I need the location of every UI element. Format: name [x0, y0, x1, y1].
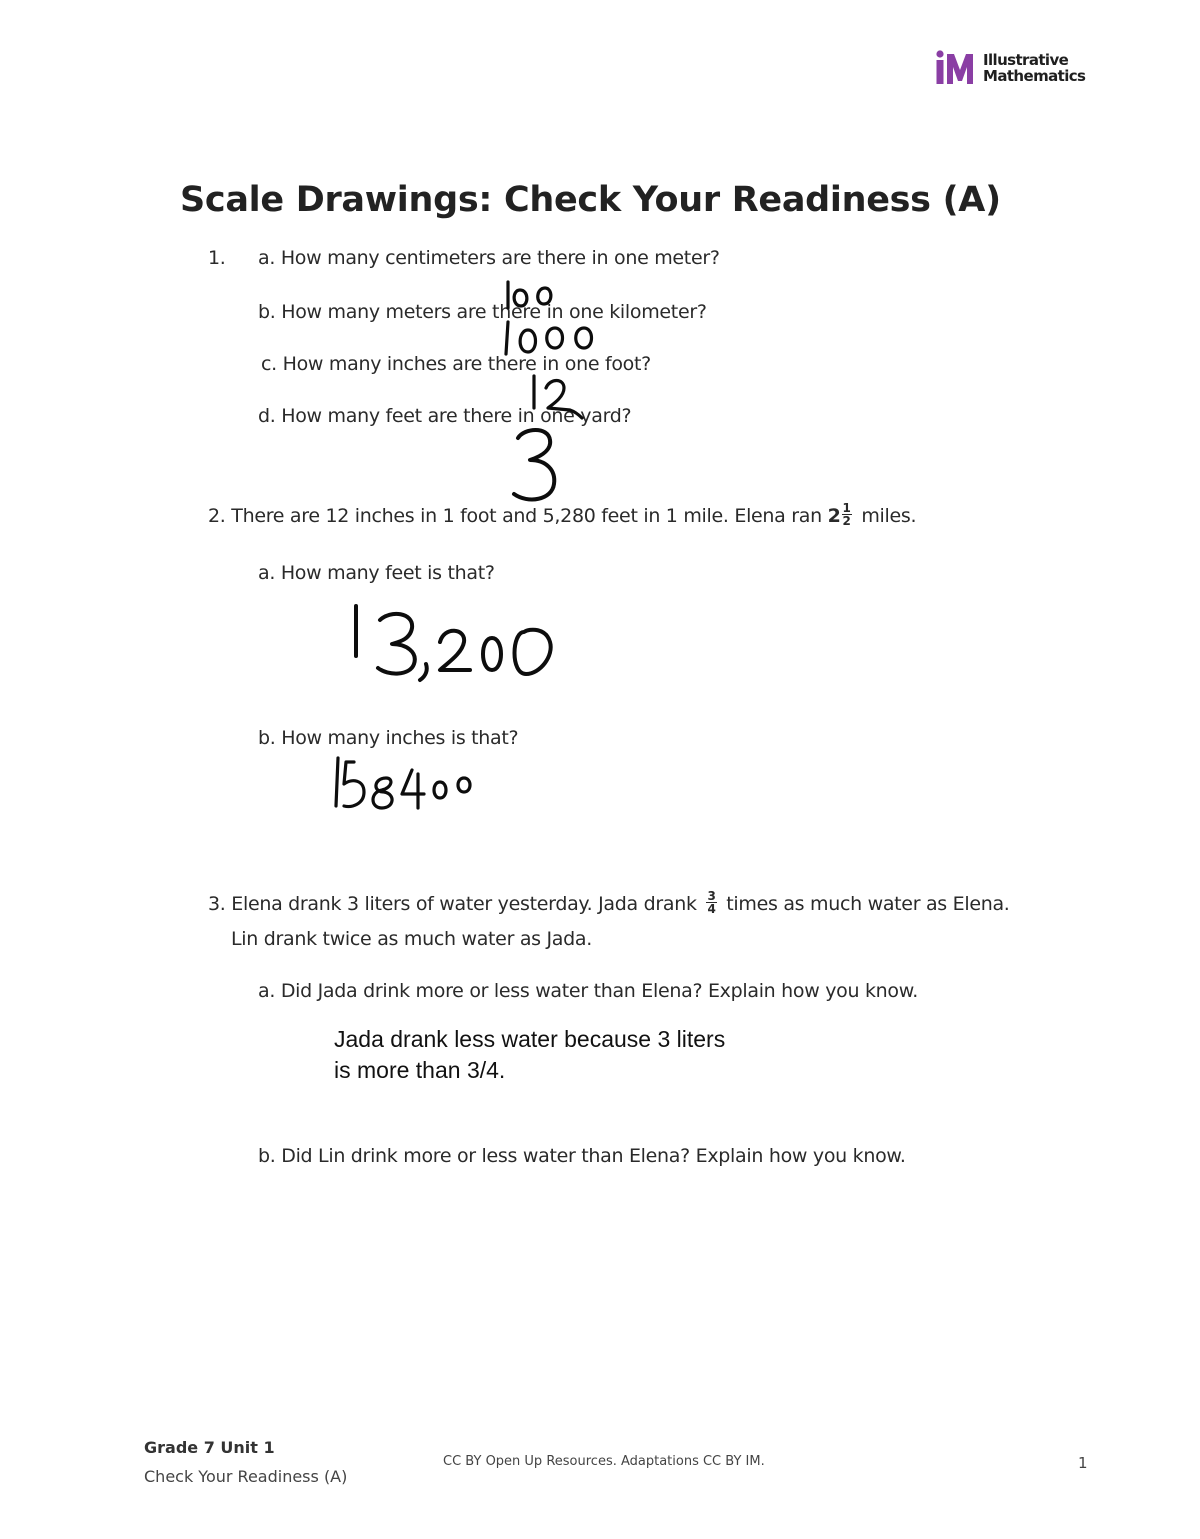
- q2b-prompt: b. How many inches is that?: [258, 727, 519, 749]
- footer-license: CC BY Open Up Resources. Adaptations CC BY IM.: [443, 1454, 765, 1469]
- q2b-handwritten-answer: [328, 748, 476, 814]
- q2-stem-before: 2. There are 12 inches in 1 foot and 5,280 feet in 1 mile. Elena ran: [208, 505, 822, 527]
- logo-line2: Mathematics: [983, 67, 1086, 85]
- q3-fraction: [706, 890, 716, 915]
- q3-stem-after: times as much water as Elena.: [726, 893, 1010, 915]
- logo-line1: Illustrative: [983, 51, 1069, 69]
- q3-fraction-numerator: 3: [707, 889, 716, 903]
- q2-fraction: [842, 502, 852, 527]
- q1a-prompt: a. How many centimeters are there in one meter?: [258, 247, 720, 269]
- q3-stem-line2: Lin drank twice as much water as Jada.: [231, 928, 592, 950]
- q1c-prompt: c. How many inches are there in one foot?: [261, 353, 651, 375]
- q3-stem-before: 3. Elena drank 3 liters of water yesterday. Jada drank: [208, 893, 697, 915]
- q2-fraction-denominator: 2: [842, 514, 851, 528]
- q3a-answer-line2: is more than 3/4.: [334, 1057, 506, 1083]
- q2a-prompt: a. How many feet is that?: [258, 562, 495, 584]
- q3a-prompt: a. Did Jada drink more or less water than Elena? Explain how you know.: [258, 980, 918, 1002]
- footer-subtitle: Check Your Readiness (A): [144, 1467, 348, 1486]
- q2-stem: [208, 501, 917, 529]
- page-title: Scale Drawings: Check Your Readiness (A): [180, 180, 1001, 220]
- q1c-handwritten-answer: [526, 370, 586, 422]
- q1d-prompt: d. How many feet are there in one yard?: [258, 405, 632, 427]
- q1b-prompt: b. How many meters are there in one kilometer?: [258, 301, 707, 323]
- im-logo-mark: [935, 50, 979, 86]
- page-number: 1: [1078, 1454, 1088, 1472]
- q1a-handwritten-answer: [500, 278, 570, 312]
- logo-wordmark: [983, 52, 1085, 84]
- q2-mixed-whole: 2: [827, 505, 841, 527]
- q1d-handwritten-answer: [508, 426, 562, 506]
- q3-fraction-denominator: 4: [707, 902, 716, 916]
- q3a-answer-line1: Jada drank less water because 3 liters: [334, 1026, 726, 1052]
- q2-stem-after: miles.: [861, 505, 917, 527]
- q2-fraction-numerator: 1: [842, 501, 851, 515]
- q3b-prompt: b. Did Lin drink more or less water than Elena? Explain how you know.: [258, 1145, 906, 1167]
- q3a-typed-answer: [334, 1024, 725, 1086]
- q3-stem-line1: [208, 889, 1010, 917]
- q1-number: 1.: [208, 247, 226, 269]
- q2a-handwritten-answer: [340, 598, 562, 682]
- footer-grade: Grade 7 Unit 1: [144, 1438, 275, 1457]
- q1b-handwritten-answer: [498, 316, 606, 358]
- illustrative-mathematics-logo: [935, 50, 1095, 90]
